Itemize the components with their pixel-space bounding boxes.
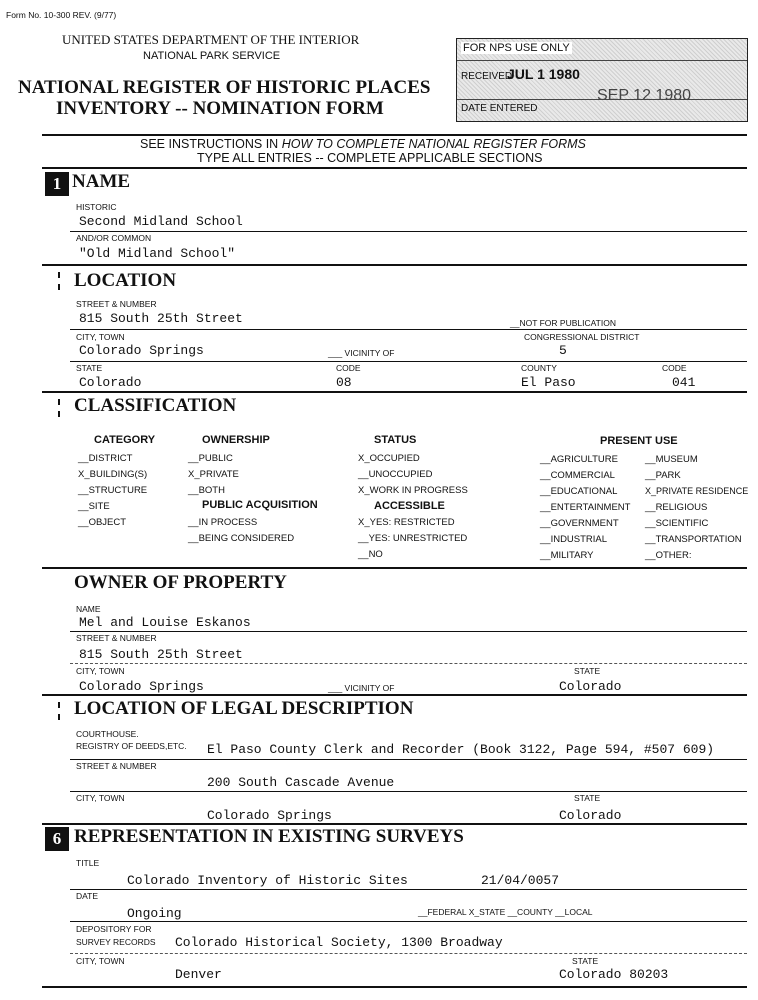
- owner-name: Mel and Louise Eskanos: [79, 615, 251, 630]
- legal-state: Colorado: [559, 808, 622, 823]
- depository-value: Colorado Historical Society, 1300 Broadway: [175, 935, 503, 950]
- survey-id: 21/04/0057: [481, 873, 560, 888]
- not-for-publication: __NOT FOR PUBLICATION: [510, 318, 616, 328]
- status-heading: STATUS: [374, 434, 417, 446]
- form-number: Form No. 10-300 REV. (9/77): [6, 10, 117, 20]
- depository-city: Denver: [175, 967, 222, 982]
- historic-label: HISTORIC: [76, 202, 117, 212]
- use-private-residence: X_PRIVATE RESIDENCE: [645, 486, 749, 496]
- ownership-public: __PUBLIC: [188, 453, 233, 464]
- legal-state-label: STATE: [574, 793, 601, 803]
- state-value: Colorado: [79, 375, 142, 390]
- historic-name: Second Midland School: [79, 214, 243, 229]
- use-military: __MILITARY: [540, 550, 594, 561]
- status-unoccupied: __UNOCCUPIED: [358, 469, 433, 480]
- accessible-heading: ACCESSIBLE: [374, 500, 445, 512]
- category-structure: __STRUCTURE: [78, 485, 148, 496]
- depository-city-label: CITY, TOWN: [76, 956, 125, 966]
- section-5-title: LOCATION OF LEGAL DESCRIPTION: [74, 698, 414, 719]
- legal-city-label: CITY, TOWN: [76, 793, 125, 803]
- registry-label: REGISTRY OF DEEDS,ETC.: [76, 741, 187, 751]
- instructions-line-2: TYPE ALL ENTRIES -- COMPLETE APPLICABLE SECTIONS: [197, 151, 543, 165]
- owner-street-label: STREET & NUMBER: [76, 633, 157, 643]
- owner-name-label: NAME: [76, 604, 101, 614]
- ownership-both: __BOTH: [188, 485, 225, 496]
- common-name: "Old Midland School": [79, 246, 236, 261]
- department-name: UNITED STATES DEPARTMENT OF THE INTERIOR: [62, 32, 360, 47]
- city-value: Colorado Springs: [79, 343, 204, 358]
- owner-city-label: CITY, TOWN: [76, 666, 125, 676]
- nps-use-only-box: [456, 38, 748, 122]
- legal-street: 200 South Cascade Avenue: [207, 775, 395, 790]
- county-value: El Paso: [521, 375, 576, 390]
- accessible-unrestricted: __YES: UNRESTRICTED: [358, 533, 468, 544]
- use-agriculture: __AGRICULTURE: [540, 454, 618, 465]
- section-2-title: LOCATION: [74, 270, 177, 291]
- received-label: RECEIVED: [461, 71, 513, 82]
- use-educational: __EDUCATIONAL: [540, 486, 618, 497]
- county-label: COUNTY: [521, 363, 557, 373]
- form-subtitle: INVENTORY -- NOMINATION FORM: [56, 98, 384, 119]
- use-commercial: __COMMERCIAL: [540, 470, 615, 481]
- date-entered-label: DATE ENTERED: [461, 103, 538, 114]
- category-district: __DISTRICT: [78, 453, 133, 464]
- accessible-restricted: X_YES: RESTRICTED: [358, 517, 455, 528]
- section-3-title: CLASSIFICATION: [74, 395, 237, 416]
- instructions-line-1: SEE INSTRUCTIONS IN HOW TO COMPLETE NATIONAL REGISTER FORMS: [140, 137, 586, 151]
- nps-use-label: FOR NPS USE ONLY: [463, 42, 570, 54]
- survey-title: Colorado Inventory of Historic Sites: [127, 873, 408, 888]
- legal-street-label: STREET & NUMBER: [76, 761, 157, 771]
- owner-city: Colorado Springs: [79, 679, 204, 694]
- owner-state-label: STATE: [574, 666, 601, 676]
- depository-state-label: STATE: [572, 956, 599, 966]
- street-value: 815 South 25th Street: [79, 311, 243, 326]
- section-4-title: OWNER OF PROPERTY: [74, 572, 287, 593]
- agency-name: NATIONAL PARK SERVICE: [143, 50, 281, 62]
- section-1-title: NAME: [72, 171, 131, 192]
- status-occupied: X_OCCUPIED: [358, 453, 420, 464]
- courthouse-label: COURTHOUSE.: [76, 729, 139, 739]
- use-scientific: __SCIENTIFIC: [645, 518, 709, 529]
- section-3-marker: [58, 399, 63, 417]
- state-code-value: 08: [336, 375, 352, 390]
- depository-label: DEPOSITORY FOR: [76, 924, 152, 934]
- use-other: __OTHER:: [645, 550, 692, 561]
- city-label: CITY, TOWN: [76, 332, 125, 342]
- acquisition-in-process: __IN PROCESS: [188, 517, 258, 528]
- state-code-label: CODE: [336, 363, 361, 373]
- status-work-in-progress: X_WORK IN PROGRESS: [358, 485, 468, 496]
- congressional-district-label: CONGRESSIONAL DISTRICT: [524, 332, 640, 342]
- category-heading: CATEGORY: [94, 434, 156, 446]
- ownership-private: X_PRIVATE: [188, 469, 239, 480]
- accessible-no: __NO: [358, 549, 383, 560]
- county-code-label: CODE: [662, 363, 687, 373]
- survey-date-label: DATE: [76, 891, 99, 901]
- survey-date: Ongoing: [127, 906, 182, 921]
- section-2-marker: [58, 272, 63, 290]
- survey-title-label: TITLE: [76, 858, 100, 868]
- use-entertainment: __ENTERTAINMENT: [540, 502, 631, 513]
- use-religious: __RELIGIOUS: [645, 502, 708, 513]
- present-use-heading: PRESENT USE: [600, 435, 678, 447]
- depository-state: Colorado 80203: [559, 967, 669, 982]
- owner-street: 815 South 25th Street: [79, 647, 243, 662]
- congressional-district-value: 5: [559, 343, 567, 358]
- form-title: NATIONAL REGISTER OF HISTORIC PLACES: [18, 77, 431, 98]
- legal-city: Colorado Springs: [207, 808, 332, 823]
- acquisition-being-considered: __BEING CONSIDERED: [188, 533, 295, 544]
- owner-state: Colorado: [559, 679, 622, 694]
- street-label: STREET & NUMBER: [76, 299, 157, 309]
- use-transportation: __TRANSPORTATION: [645, 534, 742, 545]
- use-government: __GOVERNMENT: [540, 518, 619, 529]
- public-acquisition-heading: PUBLIC ACQUISITION: [202, 499, 318, 511]
- ownership-heading: OWNERSHIP: [202, 434, 270, 446]
- vicinity-label: ___ VICINITY OF: [328, 348, 395, 358]
- category-buildings: X_BUILDING(S): [78, 469, 148, 480]
- county-code-value: 041: [672, 375, 696, 390]
- section-6-title: REPRESENTATION IN EXISTING SURVEYS: [74, 826, 464, 847]
- survey-levels: __FEDERAL X_STATE __COUNTY __LOCAL: [418, 907, 593, 917]
- use-museum: __MUSEUM: [645, 454, 698, 465]
- use-park: __PARK: [645, 470, 681, 481]
- category-object: __OBJECT: [78, 517, 127, 528]
- date-entered-stamp: SEP 12 1980: [597, 87, 692, 104]
- survey-records-label: SURVEY RECORDS: [76, 937, 156, 947]
- registry-value: El Paso County Clerk and Recorder (Book 3122, Page 594, #507 609): [207, 742, 715, 757]
- category-site: __SITE: [78, 501, 110, 512]
- common-name-label: AND/OR COMMON: [76, 233, 152, 243]
- section-1-number: 1: [45, 172, 69, 196]
- received-stamp: JUL 1 1980: [507, 66, 580, 82]
- section-6-number: 6: [45, 827, 69, 851]
- state-label: STATE: [76, 363, 103, 373]
- use-industrial: __INDUSTRIAL: [540, 534, 608, 545]
- owner-vicinity-label: ___ VICINITY OF: [328, 683, 395, 693]
- section-5-marker: [58, 702, 63, 720]
